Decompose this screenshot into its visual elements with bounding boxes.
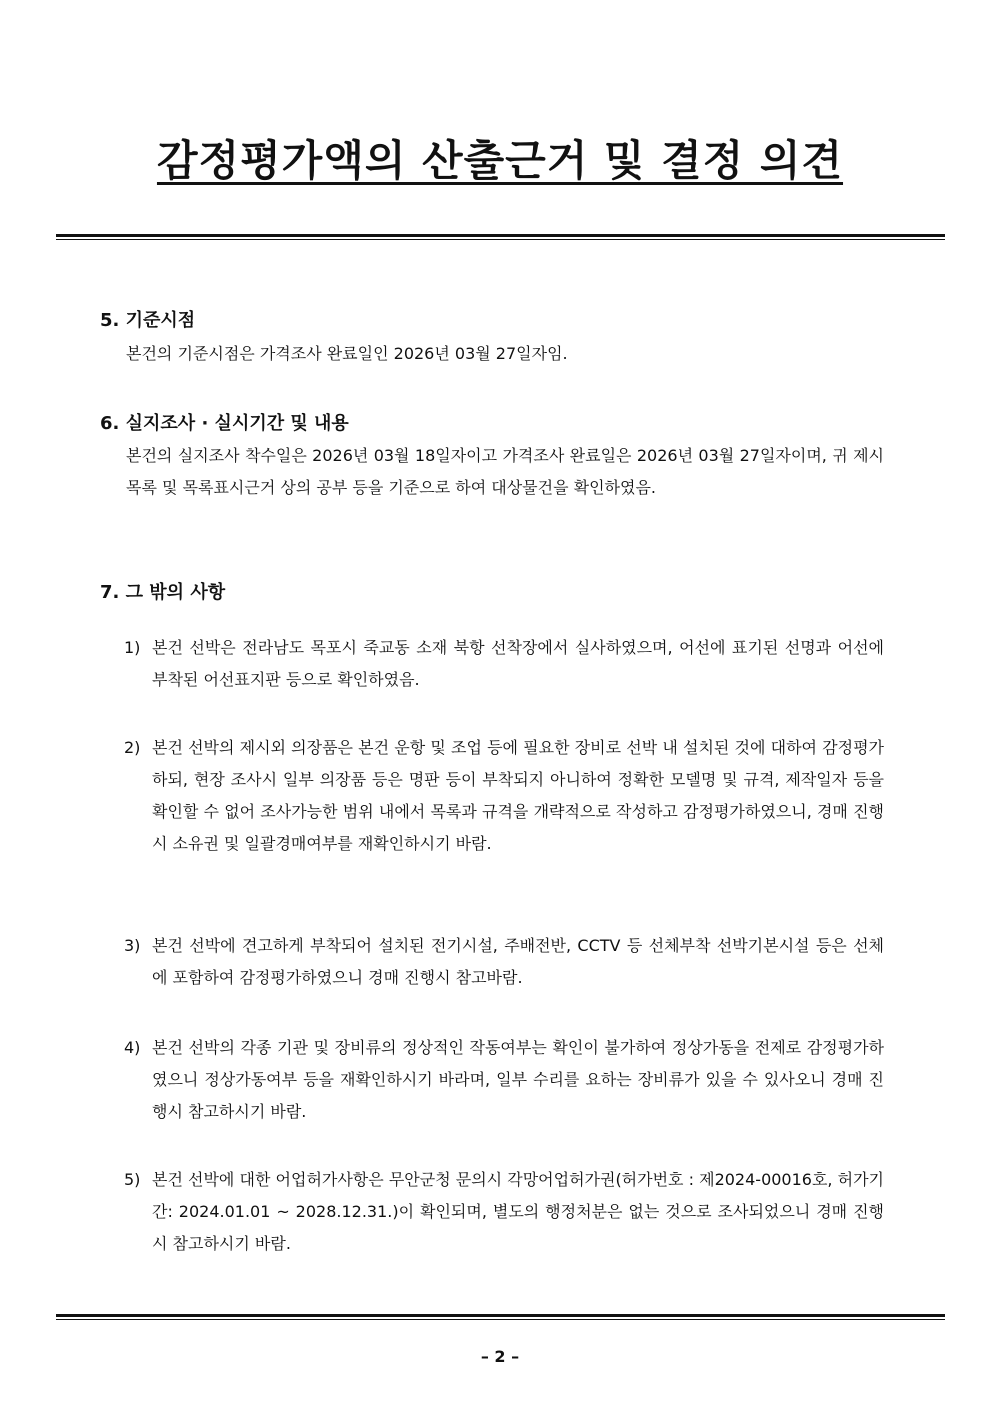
list-item-text: 본건 선박의 제시외 의장품은 본건 운항 및 조업 등에 필요한 장비로 선박 내 설치된 것에 대하여 감정평가하되, 현장 조사시 일부 의장품 등은 명판 등이 부착되지 아니하여 정확한 모델명 및 규격, 제작일자 등을 확인할 수 없어 조사가능한 범위 내에서 목록과 규격을 개략적으로 작성하고 감정평가하였으니, 경매 진행시 소유권 및 일괄경매여부를 재확인하시기 바람.: [152, 738, 884, 853]
list-item-number: 2): [124, 738, 141, 757]
list-item: [124, 1164, 884, 1260]
list-item: [124, 930, 884, 994]
list-item-number: 3): [124, 936, 141, 955]
top-double-rule: [56, 234, 945, 240]
section-heading-reference-date: 5. 기준시점: [100, 310, 196, 331]
section-heading-site-survey: 6. 실지조사 · 실시기간 및 내용: [100, 413, 349, 434]
list-item-text: 본건 선박의 각종 기관 및 장비류의 정상적인 작동여부는 확인이 불가하여 정상가동을 전제로 감정평가하였으니 정상가동여부 등을 재확인하시기 바라며, 일부 수리를 요하는 장비류가 있을 수 있사오니 경매 진행시 참고하시기 바람.: [152, 1038, 884, 1121]
list-item: [124, 632, 884, 696]
list-item: [124, 1032, 884, 1128]
list-item-text: 본건 선박은 전라남도 목포시 죽교동 소재 북항 선착장에서 실사하였으며, 어선에 표기된 선명과 어선에 부착된 어선표지판 등으로 확인하였음.: [152, 638, 884, 689]
section-heading-other-matters: 7. 그 밖의 사항: [100, 582, 226, 603]
document-title-text: 감정평가액의 산출근거 및 결정 의견: [156, 136, 844, 185]
section-body-reference-date: 본건의 기준시점은 가격조사 완료일인 2026년 03월 27일자임.: [126, 344, 568, 363]
document-title: [0, 128, 1000, 188]
list-item-number: 5): [124, 1170, 141, 1189]
list-item-text: 본건 선박에 대한 어업허가사항은 무안군청 문의시 각망어업허가권(허가번호 : 제2024-00016호, 허가기간: 2024.01.01 ~ 2028.12.31.)이 확인되며, 별도의 행정처분은 없는 것으로 조사되었으니 경매 진행시 참고하시기 바람.: [152, 1170, 884, 1253]
section-body-site-survey: 본건의 실지조사 착수일은 2026년 03월 18일자이고 가격조사 완료일은 2026년 03월 27일자이며, 귀 제시목록 및 목록표시근거 상의 공부 등을 기준으로 하여 대상물건을 확인하였음.: [126, 446, 884, 497]
list-item: [124, 732, 884, 860]
bottom-double-rule: [56, 1314, 945, 1320]
list-item-number: 1): [124, 638, 141, 657]
page-number: – 2 –: [480, 1347, 520, 1366]
list-item-text: 본건 선박에 견고하게 부착되어 설치된 전기시설, 주배전반, CCTV 등 선체부착 선박기본시설 등은 선체에 포함하여 감정평가하였으니 경매 진행시 참고바람.: [152, 936, 884, 987]
list-item-number: 4): [124, 1038, 141, 1057]
